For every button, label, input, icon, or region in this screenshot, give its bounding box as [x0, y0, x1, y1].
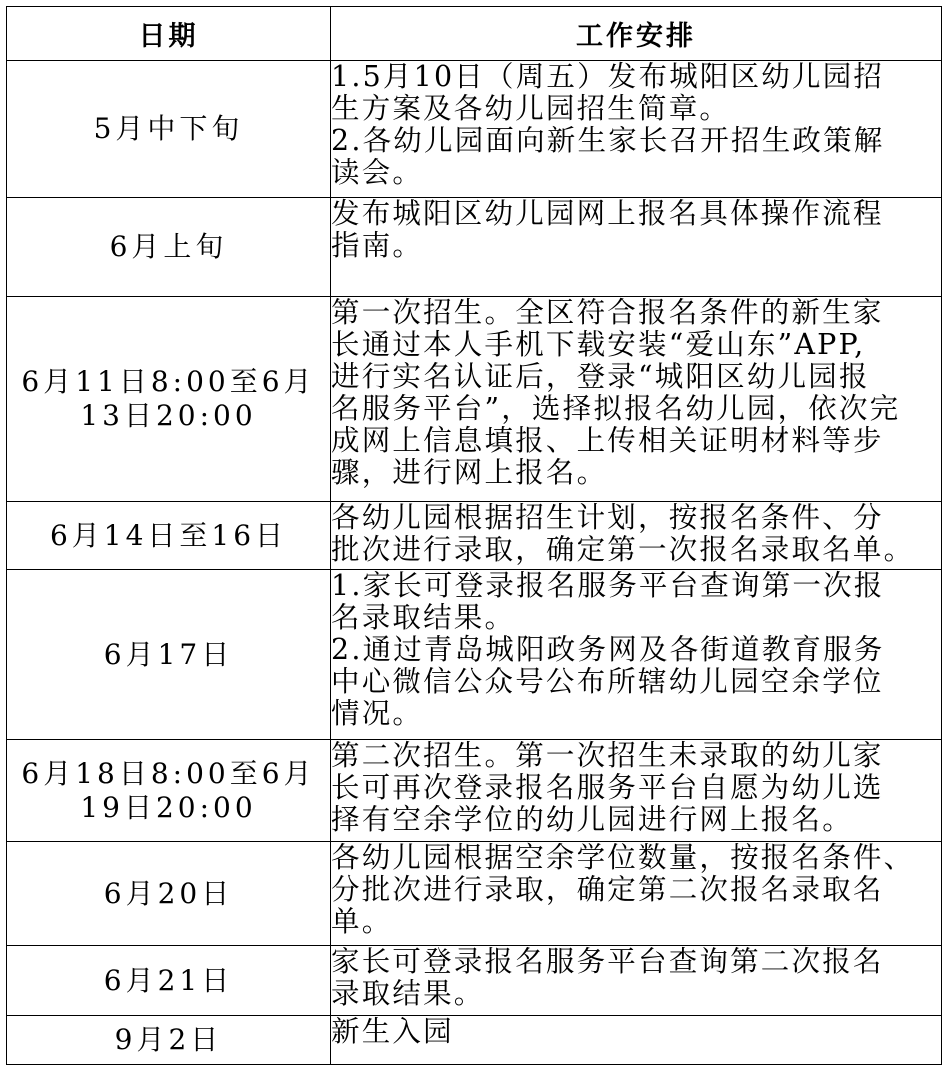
work-line: 2.通过青岛城阳政务网及各街道教育服务 [331, 633, 885, 666]
table-row [7, 1016, 942, 1065]
work-line: 家长可登录报名服务平台查询第二次报名 [331, 945, 884, 978]
work-line: 名服务平台”，选择拟报名幼儿园，依次完 [331, 392, 901, 425]
work-line: 中心微信公众号公布所辖幼儿园空余学位 [331, 665, 884, 698]
header-row [7, 7, 942, 61]
work-line: 第二次招生。第一次招生未录取的幼儿家 [331, 739, 884, 772]
work-line: 1.5月10日（周五）发布城阳区幼儿园招 [331, 60, 885, 93]
work-line: 指南。 [331, 229, 424, 262]
work-line: 生方案及各幼儿园招生简章。 [331, 92, 731, 125]
work-line: 成网上信息填报、上传相关证明材料等步 [331, 424, 884, 457]
table-row [7, 946, 942, 1016]
date-cell: 6月18日8:00至6月 19日20:00 [7, 740, 331, 842]
work-cell [331, 570, 942, 740]
work-line: 骤，进行网上报名。 [331, 456, 608, 489]
date-cell: 6月上旬 [7, 198, 331, 297]
work-cell [331, 740, 942, 842]
header-date: 日期 [7, 7, 331, 61]
work-line: 各幼儿园根据招生计划，按报名条件、分 [331, 501, 884, 534]
work-line: 进行实名认证后，登录“城阳区幼儿园报 [331, 360, 870, 393]
date-cell: 5月中下旬 [7, 61, 331, 198]
work-cell [331, 297, 942, 502]
work-line: 1.家长可登录报名服务平台查询第一次报 [331, 569, 885, 602]
work-cell [331, 502, 942, 570]
work-line: 2.各幼儿园面向新生家长召开招生政策解 [331, 124, 885, 157]
date-cell: 6月17日 [7, 570, 331, 740]
work-cell [331, 1016, 942, 1065]
header-work: 工作安排 [331, 7, 942, 61]
work-cell [331, 198, 942, 297]
work-line: 择有空余学位的幼儿园进行网上报名。 [331, 803, 853, 836]
date-cell: 6月20日 [7, 842, 331, 946]
work-line: 批次进行录取，确定第一次报名录取名单。 [331, 533, 915, 566]
work-line: 分批次进行录取，确定第二次报名录取名 [331, 873, 884, 906]
work-line: 录取结果。 [331, 977, 485, 1010]
work-line: 读会。 [331, 156, 424, 189]
table-row [7, 502, 942, 570]
work-line: 长可再次登录报名服务平台自愿为幼儿选 [331, 771, 884, 804]
table-row [7, 61, 942, 198]
date-cell: 6月14日至16日 [7, 502, 331, 570]
table-row [7, 297, 942, 502]
table-row [7, 198, 942, 297]
date-cell: 9月2日 [7, 1016, 331, 1065]
work-line: 单。 [331, 905, 393, 938]
schedule-table [6, 6, 942, 1065]
work-line: 各幼儿园根据空余学位数量，按报名条件、 [331, 841, 915, 874]
table-body [7, 61, 942, 1065]
date-cell: 6月21日 [7, 946, 331, 1016]
work-line: 情况。 [331, 697, 424, 730]
work-line: 第一次招生。全区符合报名条件的新生家 [331, 296, 884, 329]
work-line: 长通过本人手机下载安装“爱山东”APP, [331, 328, 866, 361]
work-line: 名录取结果。 [331, 601, 516, 634]
table-row [7, 842, 942, 946]
work-cell [331, 61, 942, 198]
work-cell [331, 842, 942, 946]
table-row [7, 740, 942, 842]
date-cell: 6月11日8:00至6月 13日20:00 [7, 297, 331, 502]
work-cell [331, 946, 942, 1016]
work-line: 新生入园 [331, 1015, 454, 1048]
work-line: 发布城阳区幼儿园网上报名具体操作流程 [331, 197, 884, 230]
table-row [7, 570, 942, 740]
